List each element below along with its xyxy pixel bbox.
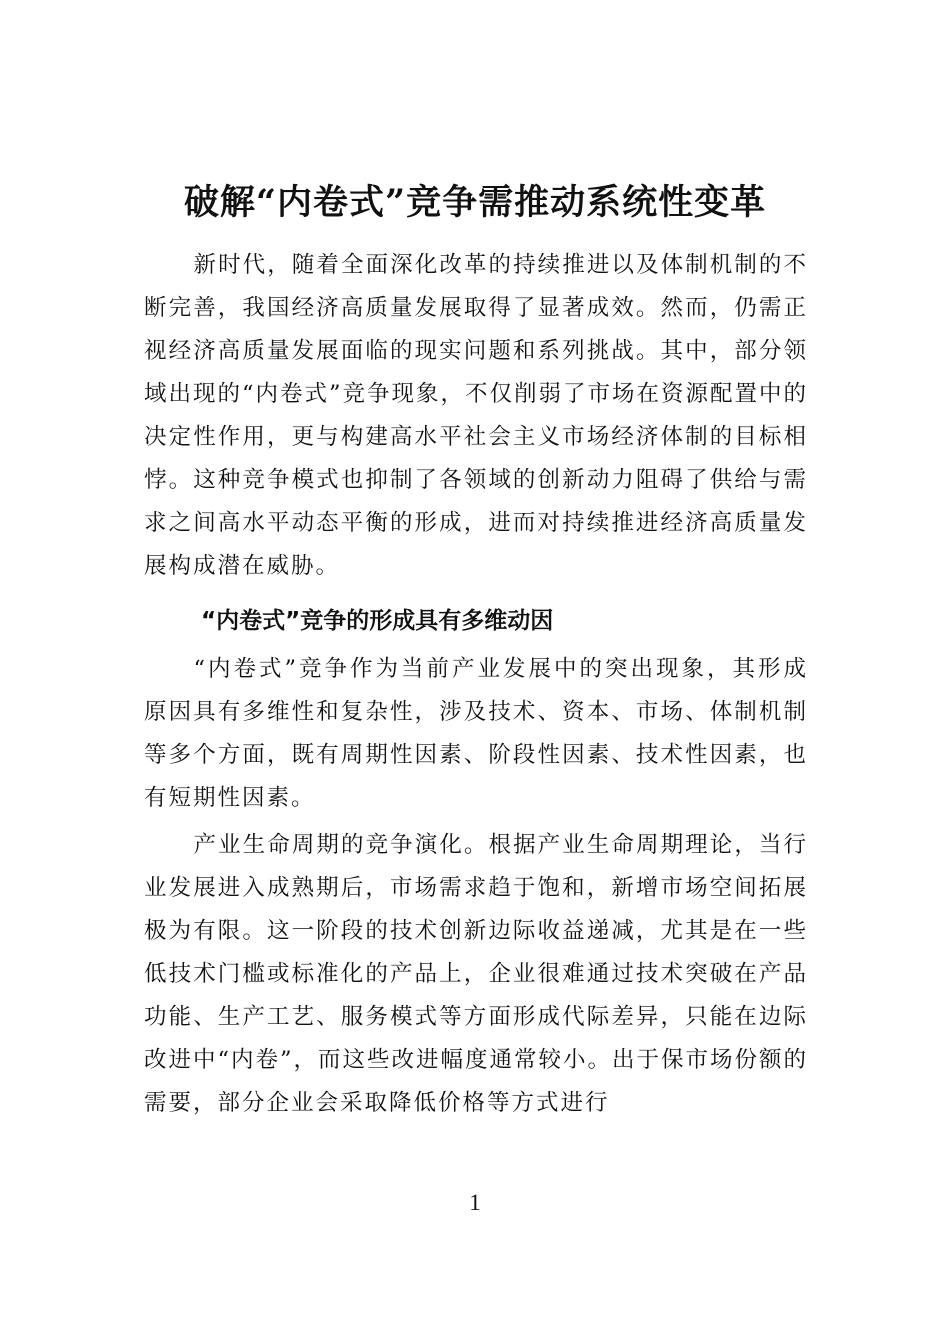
- body-paragraph: 产业生命周期的竞争演化。根据产业生命周期理论，当行业发展进入成熟期后，市场需求趋于饱和，新增市场空间拓展极为有限。这一阶段的技术创新边际收益递减，尤其是在一些低技术门槛或标准化的产品上，企业很难通过技术突破在产品功能、生产工艺、服务模式等方面形成代际差异，只能在边际改进中“内卷”，而这些改进幅度通常较小。出于保市场份额的需要，部分企业会采取降低价格等方式进行: [144, 832, 809, 1116]
- document-title: 破解“内卷式”竞争需推动系统性变革: [183, 182, 767, 223]
- page-number: 1: [469, 1190, 481, 1215]
- section-heading: “内卷式”竞争的形成具有多维动因: [201, 608, 554, 634]
- body-paragraph-2-block: [144, 648, 808, 820]
- body-paragraph: 新时代，随着全面深化改革的持续推进以及体制机制的不断完善，我国经济高质量发展取得了显著成效。然而，仍需正视经济高质量发展面临的现实问题和系列挑战。其中，部分领域出现的“内卷式”竞争现象，不仅削弱了市场在资源配置中的决定性作用，更与构建高水平社会主义市场经济体制的目标相悖。这种竞争模式也抑制了各领域的创新动力阻碍了供给与需求之间高水平动态平衡的形成，进而对持续推进经济高质量发展构成潜在威胁。: [144, 252, 809, 579]
- body-paragraph: “内卷式”竞争作为当前产业发展中的突出现象，其形成原因具有多维性和复杂性，涉及技术、资本、市场、体制机制等多个方面，既有周期性因素、阶段性因素、技术性因素，也有短期性因素。: [144, 656, 808, 811]
- body-paragraph-3-block: [144, 824, 808, 1125]
- body-paragraph-1-block: [144, 244, 808, 588]
